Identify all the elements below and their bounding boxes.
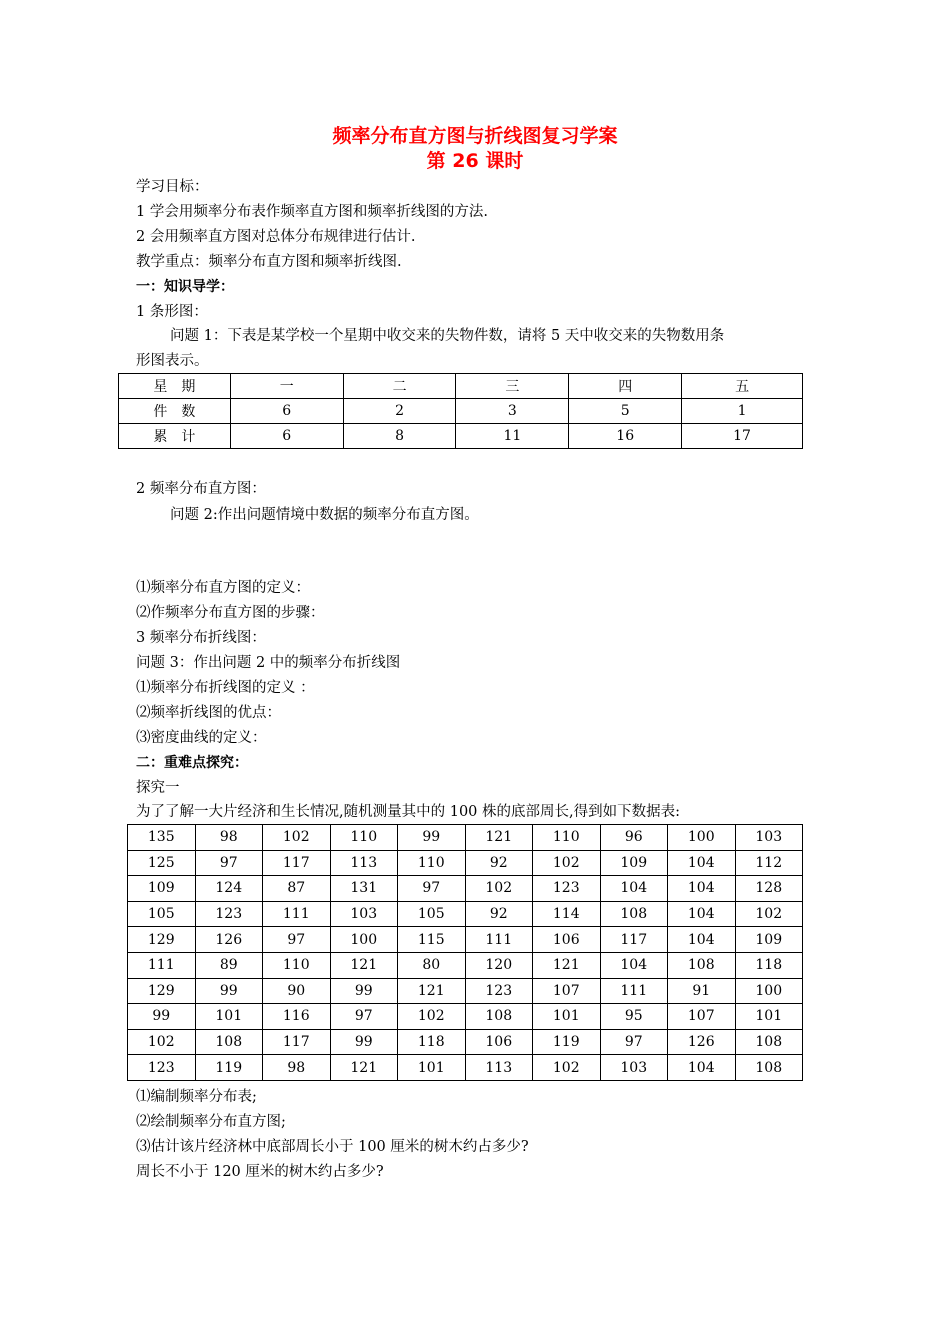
table-cell: 102: [398, 1004, 466, 1030]
table-cell: 104: [668, 901, 736, 927]
table-cell: 104: [600, 876, 668, 902]
objectives-heading: 学习目标：: [136, 179, 209, 195]
table-cell: 17: [682, 424, 803, 449]
question-1-line-2: 形图表示。: [136, 353, 209, 369]
table-cell: 106: [465, 1029, 533, 1055]
table-cell: 109: [600, 850, 668, 876]
table-cell: 102: [533, 850, 601, 876]
section1-heading: 一：知识导学：: [136, 279, 234, 295]
table-cell: 92: [465, 901, 533, 927]
table-cell: 11: [456, 424, 569, 449]
table-cell: 106: [533, 927, 601, 953]
task-1: ⑴编制频率分布表;: [136, 1089, 257, 1105]
table-cell: 97: [398, 876, 466, 902]
table-cell: 117: [600, 927, 668, 953]
table-cell: 135: [128, 825, 196, 851]
table-row: [128, 978, 803, 1004]
table-row: [128, 850, 803, 876]
table-cell: 105: [128, 901, 196, 927]
table-cell: 104: [668, 1055, 736, 1081]
table-cell: 118: [735, 952, 803, 978]
table-cell: 121: [330, 1055, 398, 1081]
table-cell: 118: [398, 1029, 466, 1055]
table-cell: 119: [195, 1055, 263, 1081]
question-2: 问题 2:作出问题情境中数据的频率分布直方图。: [170, 507, 479, 523]
table-cell: 97: [330, 1004, 398, 1030]
table-cell: 104: [668, 850, 736, 876]
section2-heading: 二：重难点探究：: [136, 755, 248, 771]
table-cell: 91: [668, 978, 736, 1004]
table-cell: 三: [456, 374, 569, 399]
table-cell: 累 计: [119, 424, 231, 449]
table-cell: 108: [735, 1055, 803, 1081]
table-row: [128, 901, 803, 927]
question-1-line-1: 问题 1：下表是某学校一个星期中收交来的失物件数，请将 5 天中收交来的失物数用条: [170, 328, 725, 344]
histogram-definition: ⑴频率分布直方图的定义：: [136, 580, 310, 596]
table-cell: 108: [195, 1029, 263, 1055]
histogram-steps: ⑵作频率分布直方图的步骤：: [136, 605, 325, 621]
table-cell: 100: [735, 978, 803, 1004]
table-cell: 五: [682, 374, 803, 399]
histogram-heading: 2 频率分布直方图：: [136, 481, 266, 497]
page-subtitle: 第 26 课时: [426, 150, 524, 172]
table-cell: 123: [533, 876, 601, 902]
table-cell: 121: [465, 825, 533, 851]
table-cell: 80: [398, 952, 466, 978]
table-cell: 96: [600, 825, 668, 851]
table-cell: 件 数: [119, 399, 231, 424]
table-cell: 109: [735, 927, 803, 953]
table-cell: 102: [263, 825, 331, 851]
table-row: [128, 1004, 803, 1030]
table-cell: 102: [735, 901, 803, 927]
table-cell: 8: [343, 424, 456, 449]
table-cell: 110: [398, 850, 466, 876]
table-row: [119, 424, 803, 449]
table-cell: 92: [465, 850, 533, 876]
table-cell: 110: [330, 825, 398, 851]
explore-1-description: 为了了解一大片经济和生长情况,随机测量其中的 100 株的底部周长,得到如下数据表:: [136, 804, 680, 820]
table-cell: 123: [128, 1055, 196, 1081]
table-cell: 二: [343, 374, 456, 399]
lost-items-table: [118, 373, 803, 449]
task-3: ⑶估计该片经济林中底部周长小于 100 厘米的树木约占多少?: [136, 1139, 529, 1155]
table-cell: 108: [668, 952, 736, 978]
table-cell: 131: [330, 876, 398, 902]
table-cell: 3: [456, 399, 569, 424]
table-cell: 星 期: [119, 374, 231, 399]
table-cell: 99: [128, 1004, 196, 1030]
table-cell: 98: [263, 1055, 331, 1081]
table-row: [128, 1055, 803, 1081]
table-cell: 111: [465, 927, 533, 953]
table-cell: 102: [465, 876, 533, 902]
table-cell: 107: [668, 1004, 736, 1030]
table-row: [128, 927, 803, 953]
table-cell: 117: [263, 1029, 331, 1055]
table-cell: 101: [735, 1004, 803, 1030]
page-title: 频率分布直方图与折线图复习学案: [332, 125, 618, 147]
table-cell: 111: [263, 901, 331, 927]
table-cell: 四: [569, 374, 682, 399]
table-row: [128, 825, 803, 851]
table-cell: 121: [330, 952, 398, 978]
table-cell: 102: [533, 1055, 601, 1081]
table-cell: 115: [398, 927, 466, 953]
table-row: [119, 374, 803, 399]
table-cell: 104: [600, 952, 668, 978]
table-cell: 116: [263, 1004, 331, 1030]
table-cell: 113: [330, 850, 398, 876]
objective-1: 1 学会用频率分布表作频率直方图和频率折线图的方法.: [136, 204, 488, 220]
table-cell: 108: [600, 901, 668, 927]
table-cell: 103: [600, 1055, 668, 1081]
table-cell: 126: [195, 927, 263, 953]
bar-chart-heading: 1 条形图：: [136, 304, 208, 320]
table-cell: 107: [533, 978, 601, 1004]
polyline-definition: ⑴频率分布折线图的定义 ：: [136, 680, 315, 696]
table-cell: 101: [195, 1004, 263, 1030]
table-cell: 5: [569, 399, 682, 424]
table-cell: 128: [735, 876, 803, 902]
table-cell: 103: [735, 825, 803, 851]
table-cell: 129: [128, 978, 196, 1004]
table-cell: 100: [330, 927, 398, 953]
table-cell: 98: [195, 825, 263, 851]
table-cell: 99: [195, 978, 263, 1004]
table-cell: 123: [195, 901, 263, 927]
table-cell: 112: [735, 850, 803, 876]
table-cell: 103: [330, 901, 398, 927]
table-cell: 99: [398, 825, 466, 851]
table-row: [119, 399, 803, 424]
table-cell: 108: [735, 1029, 803, 1055]
table-cell: 124: [195, 876, 263, 902]
table-cell: 117: [263, 850, 331, 876]
table-cell: 120: [465, 952, 533, 978]
task-4: 周长不小于 120 厘米的树木约占多少?: [136, 1164, 384, 1180]
table-cell: 1: [682, 399, 803, 424]
polyline-heading: 3 频率分布折线图：: [136, 630, 266, 646]
table-cell: 6: [230, 399, 343, 424]
table-cell: 102: [128, 1029, 196, 1055]
table-cell: 110: [263, 952, 331, 978]
table-cell: 6: [230, 424, 343, 449]
table-row: [128, 876, 803, 902]
table-cell: 111: [128, 952, 196, 978]
table-cell: 101: [398, 1055, 466, 1081]
table-cell: 126: [668, 1029, 736, 1055]
table-cell: 97: [600, 1029, 668, 1055]
table-cell: 108: [465, 1004, 533, 1030]
table-cell: 2: [343, 399, 456, 424]
table-row: [128, 1029, 803, 1055]
table-cell: 105: [398, 901, 466, 927]
table-cell: 90: [263, 978, 331, 1004]
table-cell: 104: [668, 927, 736, 953]
table-cell: 113: [465, 1055, 533, 1081]
table-cell: 99: [330, 1029, 398, 1055]
table-cell: 123: [465, 978, 533, 1004]
table-cell: 100: [668, 825, 736, 851]
table-cell: 109: [128, 876, 196, 902]
table-cell: 129: [128, 927, 196, 953]
table-row: [128, 952, 803, 978]
density-curve-definition: ⑶密度曲线的定义：: [136, 730, 267, 746]
table-cell: 110: [533, 825, 601, 851]
key-point: 教学重点：频率分布直方图和频率折线图.: [136, 254, 402, 270]
task-2: ⑵绘制频率分布直方图;: [136, 1114, 286, 1130]
table-cell: 119: [533, 1029, 601, 1055]
table-cell: 97: [263, 927, 331, 953]
table-cell: 101: [533, 1004, 601, 1030]
table-cell: 一: [230, 374, 343, 399]
polyline-advantages: ⑵频率折线图的优点：: [136, 705, 281, 721]
question-3: 问题 3：作出问题 2 中的频率分布折线图: [136, 655, 401, 671]
table-cell: 114: [533, 901, 601, 927]
table-cell: 89: [195, 952, 263, 978]
objective-2: 2 会用频率直方图对总体分布规律进行估计.: [136, 229, 416, 245]
table-cell: 99: [330, 978, 398, 1004]
table-cell: 111: [600, 978, 668, 1004]
table-cell: 125: [128, 850, 196, 876]
table-cell: 87: [263, 876, 331, 902]
table-cell: 97: [195, 850, 263, 876]
table-cell: 121: [398, 978, 466, 1004]
table-cell: 95: [600, 1004, 668, 1030]
explore-1-heading: 探究一: [136, 780, 180, 796]
table-cell: 16: [569, 424, 682, 449]
table-cell: 104: [668, 876, 736, 902]
table-cell: 121: [533, 952, 601, 978]
tree-girth-table: [127, 824, 803, 1081]
